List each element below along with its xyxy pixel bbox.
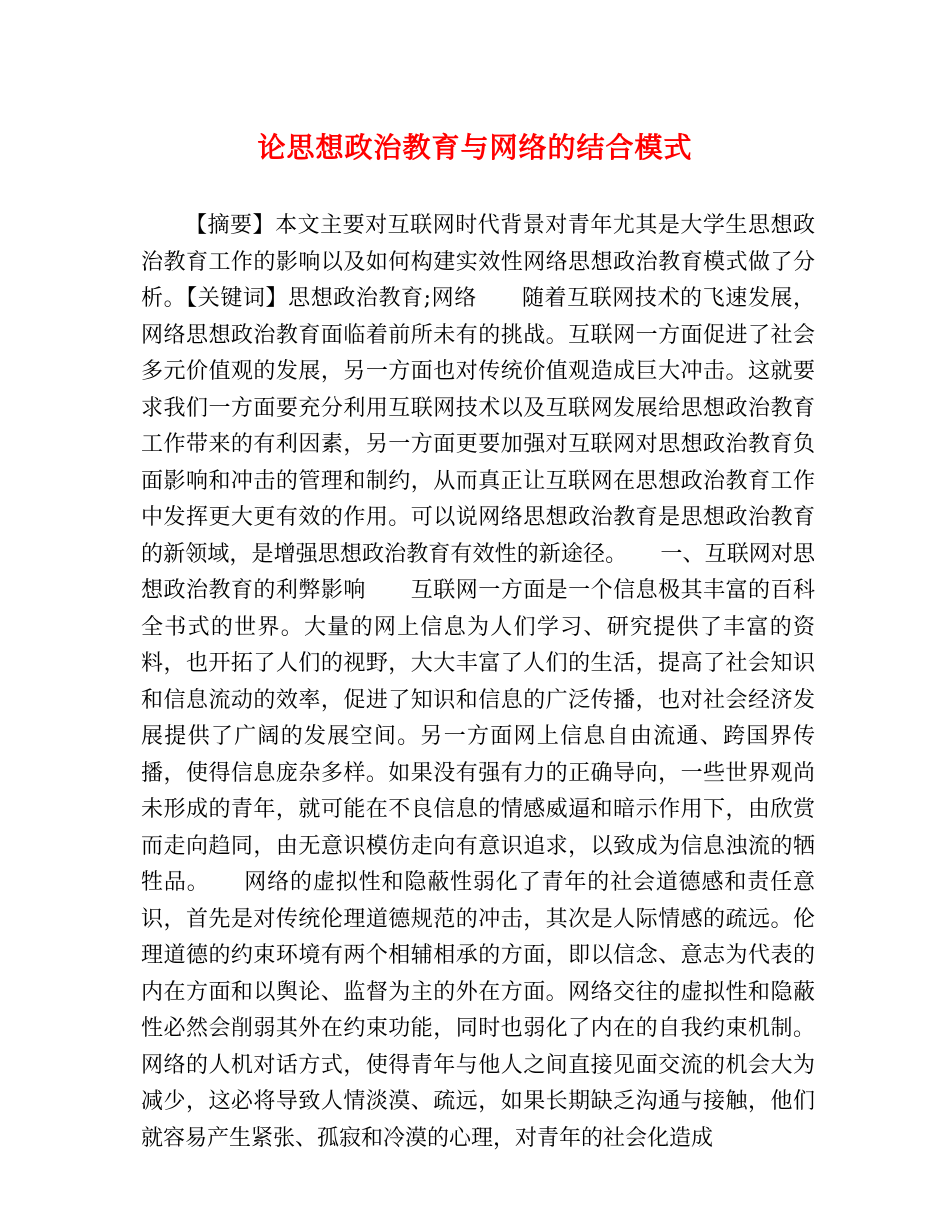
- document-title: 论思想政治教育与网络的结合模式: [257, 131, 693, 164]
- document-body: [141, 208, 815, 1157]
- body-paragraph: 【摘要】本文主要对互联网时代背景对青年尤其是大学生思想政治教育工作的影响以及如何构建实效性网络思想政治教育模式做了分析。【关键词】思想政治教育;网络 随着互联网技术的飞速发展，网络思想政治教育面临着前所未有的挑战。互联网一方面促进了社会多元价值观的发展，另一方面也对传统价值观造成巨大冲击。这就要求我们一方面要充分利用互联网技术以及互联网发展给思想政治教育工作带来的有利因素，另一方面更要加强对互联网对思想政治教育负面影响和冲击的管理和制约，从而真正让互联网在思想政治教育工作中发挥更大更有效的作用。可以说网络思想政治教育是思想政治教育的新领域，是增强思想政治教育有效性的新途径。 一、互联网对思想政治教育的利弊影响 互联网一方面是一个信息极其丰富的百科全书式的世界。大量的网上信息为人们学习、研究提供了丰富的资料，也开拓了人们的视野，大大丰富了人们的生活，提高了社会知识和信息流动的效率，促进了知识和信息的广泛传播，也对社会经济发展提供了广阔的发展空间。另一方面网上信息自由流通、跨国界传播，使得信息庞杂多样。如果没有强有力的正确导向，一些世界观尚未形成的青年，就可能在不良信息的情感威逼和暗示作用下，由欣赏而走向趋同，由无意识模仿走向有意识追求，以致成为信息浊流的牺牲品。 网络的虚拟性和隐蔽性弱化了青年的社会道德感和责任意识，首先是对传统伦理道德规范的冲击，其次是人际情感的疏远。伦理道德的约束环境有两个相辅相承的方面，即以信念、意志为代表的内在方面和以舆论、监督为主的外在方面。网络交往的虚拟性和隐蔽性必然会削弱其外在约束功能，同时也弱化了内在的自我约束机制。网络的人机对话方式，使得青年与他人之间直接见面交流的机会大为减少，这必将导致人情淡漠、疏远，如果长期缺乏沟通与接触，他们就容易产生紧张、孤寂和冷漠的心理，对青年的社会化造成: [141, 213, 815, 1151]
